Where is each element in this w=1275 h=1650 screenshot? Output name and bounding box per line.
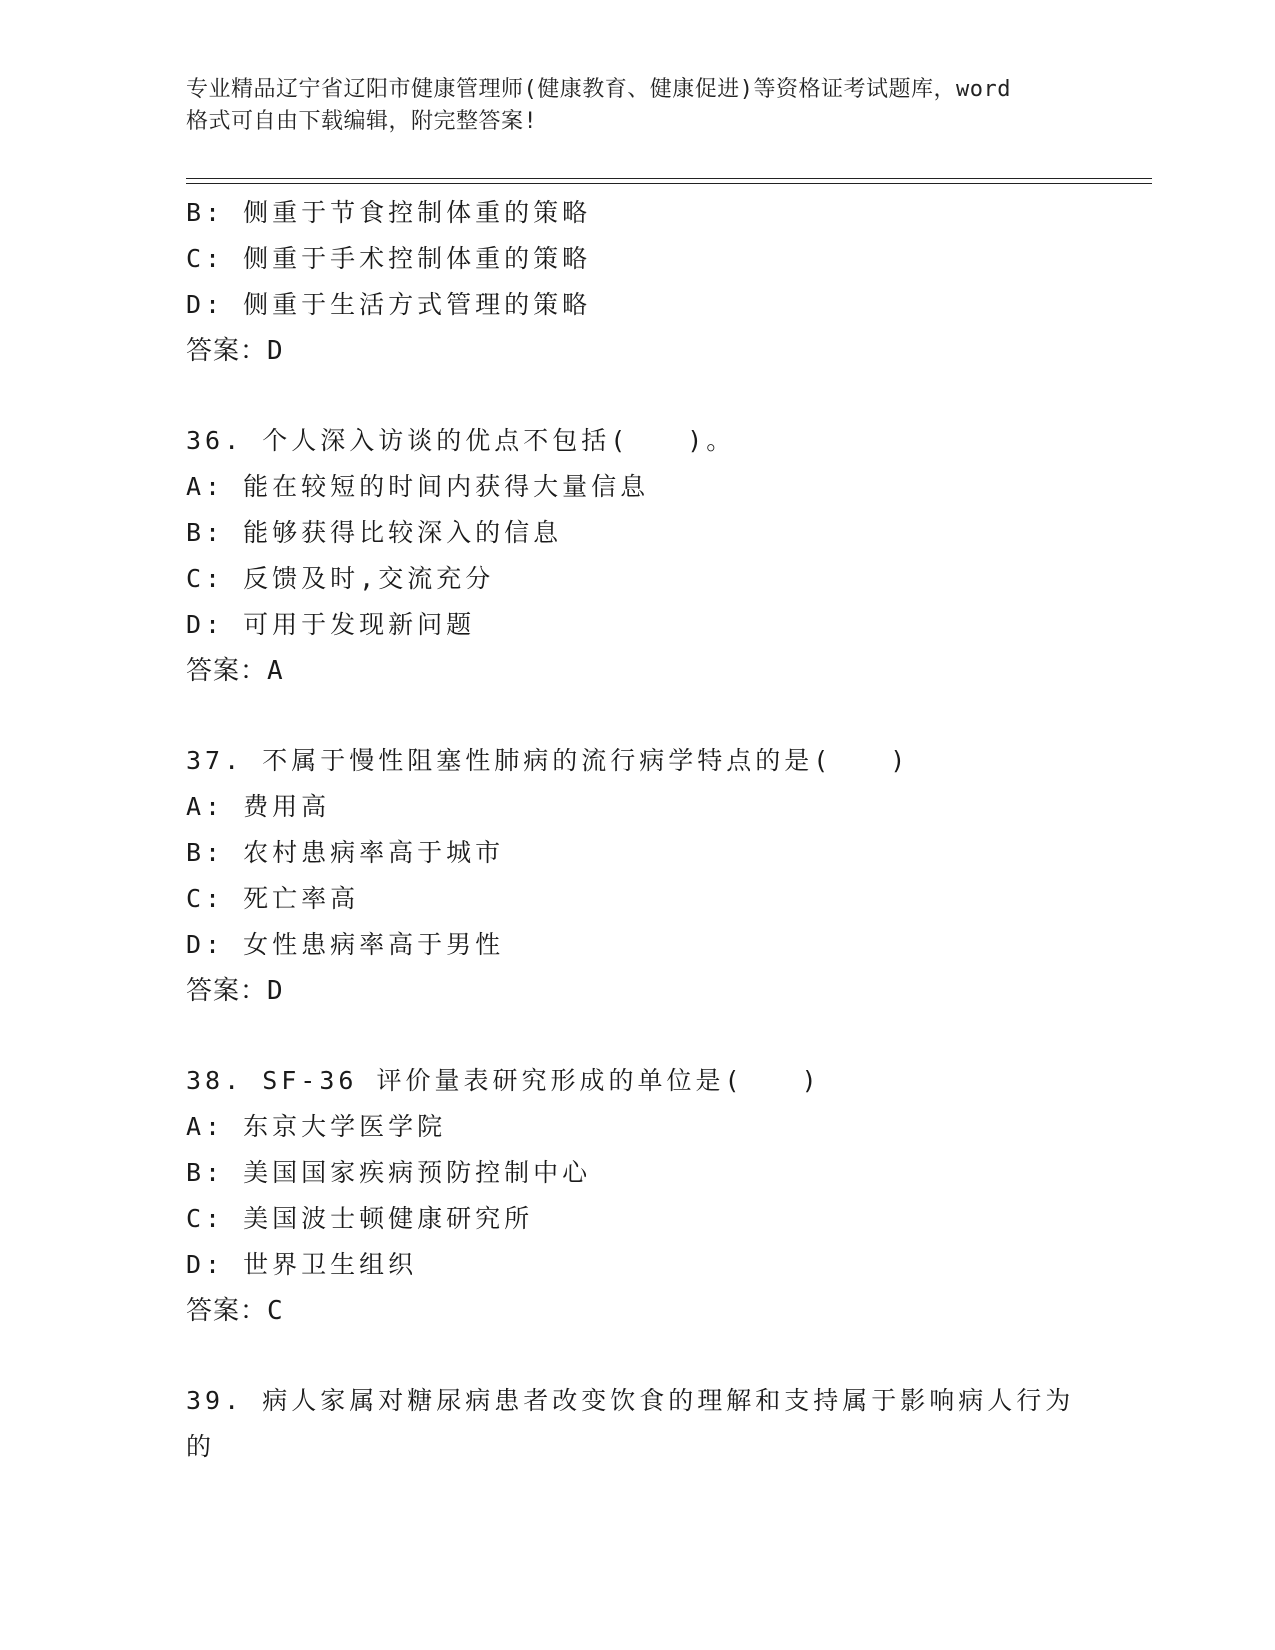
question-stem: 38. SF-36 评价量表研究形成的单位是( ) xyxy=(186,1066,821,1095)
answer-line xyxy=(186,328,1146,374)
question-stem: 36. 个人深入访谈的优点不包括( )。 xyxy=(186,426,736,455)
option-d: D: 侧重于生活方式管理的策略 xyxy=(186,290,592,319)
answer-label: 答案： xyxy=(186,1296,268,1326)
question-37 xyxy=(186,738,1146,1014)
answer-value: A xyxy=(267,656,284,686)
header-divider-bottom xyxy=(186,183,1152,184)
option-a: A: 东京大学医学院 xyxy=(186,1112,447,1141)
document-header xyxy=(186,74,1086,138)
header-line-2: 格式可自由下载编辑，附完整答案! xyxy=(186,109,538,134)
answer-line xyxy=(186,968,1146,1014)
answer-line xyxy=(186,1288,1146,1334)
question-39 xyxy=(186,1378,1146,1470)
option-d: D: 世界卫生组织 xyxy=(186,1250,418,1279)
option-b: B: 侧重于节食控制体重的策略 xyxy=(186,198,592,227)
answer-value: C xyxy=(267,1296,284,1326)
question-35-tail xyxy=(186,190,1146,374)
question-38 xyxy=(186,1058,1146,1334)
answer-label: 答案： xyxy=(186,976,268,1006)
answer-line xyxy=(186,648,1146,694)
option-b: B: 能够获得比较深入的信息 xyxy=(186,518,563,547)
question-list xyxy=(186,190,1146,1470)
question-stem-line-1: 39. 病人家属对糖尿病患者改变饮食的理解和支持属于影响病人行为 xyxy=(186,1386,1075,1415)
question-stem-line-2: 的 xyxy=(186,1432,216,1461)
option-a: A: 费用高 xyxy=(186,792,331,821)
answer-label: 答案： xyxy=(186,336,268,366)
option-d: D: 可用于发现新问题 xyxy=(186,610,476,639)
header-line-1: 专业精品辽宁省辽阳市健康管理师(健康教育、健康促进)等资格证考试题库，word xyxy=(186,77,1011,102)
option-c: C: 反馈及时,交流充分 xyxy=(186,564,495,593)
question-stem: 37. 不属于慢性阻塞性肺病的流行病学特点的是( ) xyxy=(186,746,910,775)
option-c: C: 死亡率高 xyxy=(186,884,360,913)
option-c: C: 美国波士顿健康研究所 xyxy=(186,1204,534,1233)
option-a: A: 能在较短的时间内获得大量信息 xyxy=(186,472,650,501)
option-b: B: 农村患病率高于城市 xyxy=(186,838,505,867)
option-d: D: 女性患病率高于男性 xyxy=(186,930,505,959)
option-c: C: 侧重于手术控制体重的策略 xyxy=(186,244,592,273)
answer-label: 答案： xyxy=(186,656,268,686)
question-36 xyxy=(186,418,1146,694)
option-b: B: 美国国家疾病预防控制中心 xyxy=(186,1158,592,1187)
header-divider-top xyxy=(186,178,1152,179)
answer-value: D xyxy=(267,976,284,1006)
answer-value: D xyxy=(267,336,284,366)
